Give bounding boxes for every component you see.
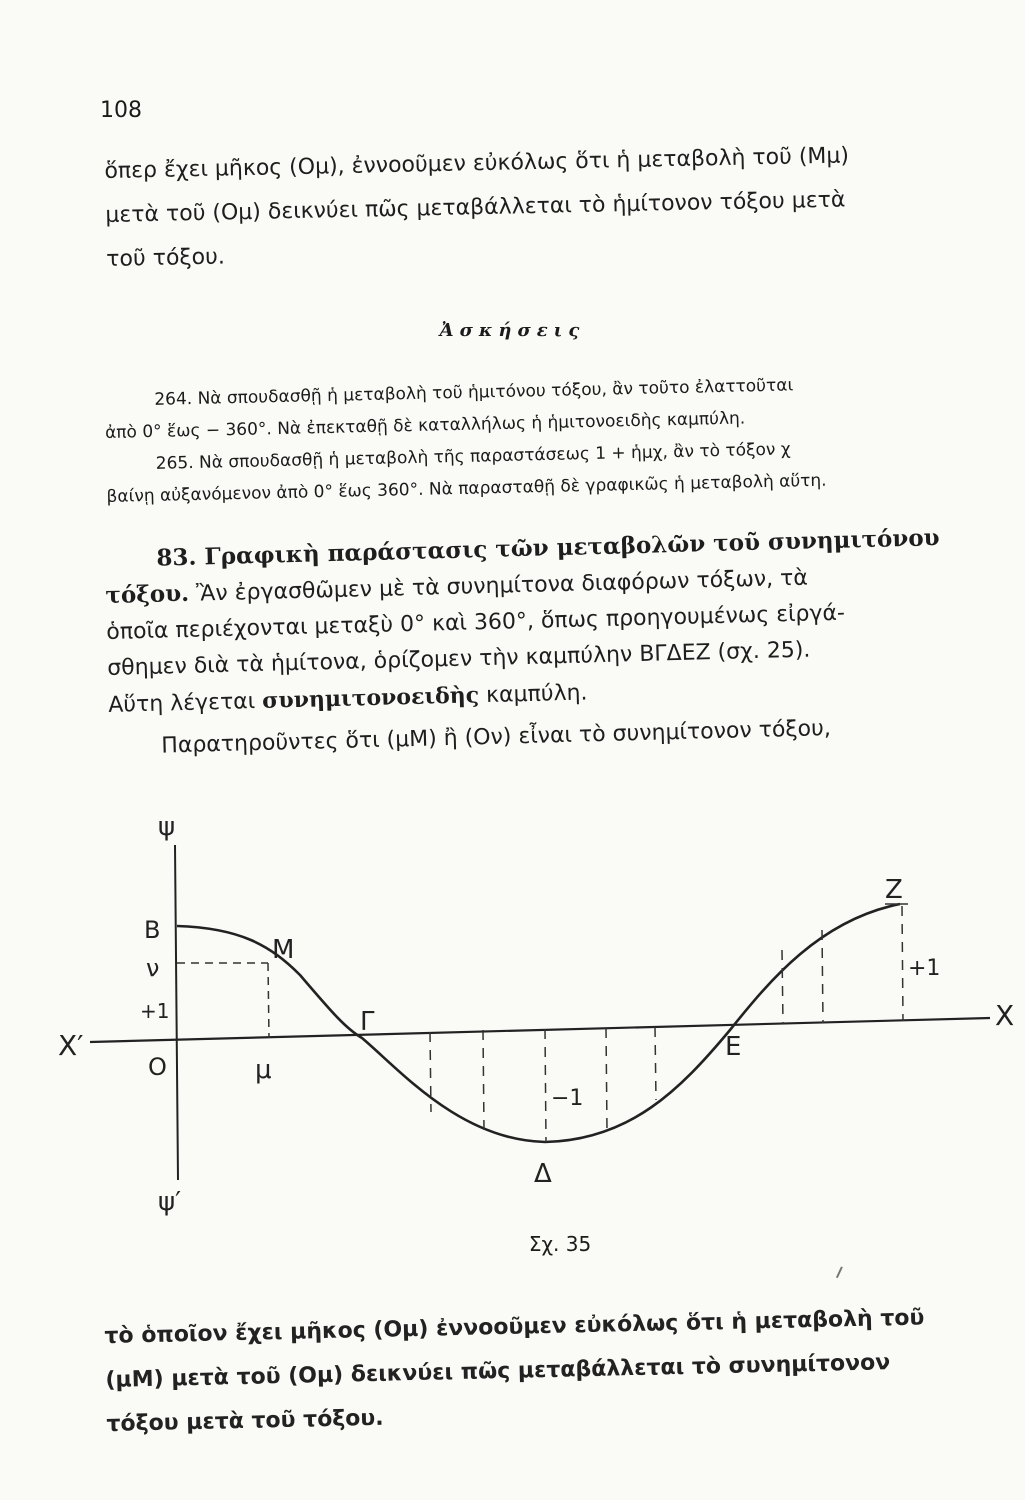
exercise-265-line-2: βαίνῃ αὐξανόμενον ἀπὸ 0° ἕως 360°. Νὰ παρασταθῇ δὲ γραφικῶς ἡ μεταβολὴ αὕτη. (106, 470, 827, 507)
mu-projection-line (268, 963, 269, 1038)
label-plus-one-left: +1 (140, 999, 170, 1023)
label-psi: ψ (158, 812, 176, 842)
label-b: B (144, 916, 161, 944)
intro-line-1: ὅπερ ἔχει μῆκος (Ομ), ἐννοοῦμεν εὐκόλως ὅτι ἡ μεταβολὴ τοῦ (Μμ) (104, 143, 850, 184)
label-plus-one-right: +1 (908, 956, 941, 981)
x-axis (90, 1018, 990, 1042)
label-gamma: Γ (360, 1007, 375, 1037)
ordinate-delta (545, 1029, 546, 1142)
ordinate-3 (606, 1028, 607, 1130)
label-delta: Δ (534, 1159, 552, 1189)
closing-paragraph (104, 1296, 957, 1447)
ordinate-4 (655, 1027, 656, 1100)
label-m: M (272, 935, 295, 965)
closing-line-1: τὸ ὁποῖον ἔχει μῆκος (Ομ) ἐννοοῦμεν εὐκόλως ὅτι ἡ μεταβολὴ τοῦ (104, 1305, 925, 1349)
exercises-list (104, 366, 957, 513)
intro-line-2: μετὰ τοῦ (Ομ) δεικνύει πῶς μεταβάλλεται τὸ ἡμίτονον τόξου μετὰ (105, 187, 846, 228)
exercise-265-line-1: 265. Νὰ σπουδασθῇ ἡ μεταβολὴ τῆς παραστάσεως 1 + ἡμχ, ἂν τὸ τόξον χ (155, 439, 791, 474)
label-x: X (995, 999, 1015, 1032)
cosine-diagram (40, 780, 1025, 1220)
label-origin: O (148, 1053, 167, 1081)
label-e: E (725, 1032, 742, 1062)
label-minus-one: −1 (551, 1086, 584, 1111)
exercise-264-line-2: ἀπὸ 0° ἕως − 360°. Νὰ ἐπεκταθῇ δὲ καταλλήλως ἡ ἡμιτονοειδὴς καμπύλη. (104, 408, 746, 443)
label-x-prime: X′ (58, 1029, 84, 1062)
section-heading-line-1: 83. Γραφικὴ παράστασις τῶν μεταβολῶν τοῦ συνημιτόνου (156, 524, 940, 572)
section-line-3: ὁποῖα περιέχονται μεταξὺ 0° καὶ 360°, ὅπως προηγουμένως εἰργά- (106, 600, 846, 645)
closing-line-3: τόξου μετὰ τοῦ τόξου. (106, 1405, 384, 1437)
y-axis (175, 845, 178, 1180)
ink-mark (836, 1266, 850, 1281)
ordinate-1 (430, 1032, 431, 1112)
label-z: Z (885, 875, 903, 905)
section-line-4: σθημεν διὰ τὰ ἡμίτονα, ὁρίζομεν τὴν καμπύλην ΒΓΔΕΖ (σχ. 25). (106, 637, 811, 681)
label-psi-prime: ψ′ (158, 1187, 182, 1217)
section-83 (104, 520, 960, 766)
section-line-6: Παρατηροῦντες ὅτι (μΜ) ἢ (Ον) εἶναι τὸ συνημίτονον τόξου, (161, 716, 832, 759)
page-number: 108 (100, 98, 142, 123)
label-mu: μ (255, 1055, 272, 1085)
section-line-2-text: Ἂν ἐργασθῶμεν μὲ τὰ συνημίτονα διαφόρων τόξων, τὰ (188, 565, 809, 607)
exercise-264-line-1: 264. Νὰ σπουδασθῇ ἡ μεταβολὴ τοῦ ἡμιτόνου τόξου, ἂν τοῦτο ἐλαττοῦται (154, 375, 794, 410)
exercises-heading: Ἀσκήσεις (439, 320, 586, 341)
section-term: συνημιτονοειδὴς (261, 682, 480, 714)
ordinate-6 (822, 930, 823, 1023)
ordinate-5 (782, 950, 783, 1024)
label-nu: ν (146, 954, 160, 982)
intro-paragraph (104, 132, 957, 282)
ordinate-z (902, 906, 903, 1021)
section-line-5-suffix: καμπύλη. (478, 680, 588, 709)
ordinate-2 (483, 1030, 484, 1130)
closing-line-2: (μΜ) μετὰ τοῦ (Ομ) δεικνύει πῶς μεταβάλλεται τὸ συνημίτονον (105, 1350, 891, 1393)
cosine-figure (40, 780, 1025, 1220)
section-heading-end: τόξου. (105, 579, 190, 609)
section-line-5-prefix: Αὕτη λέγεται (107, 688, 263, 718)
intro-line-3: τοῦ τόξου. (106, 244, 226, 272)
figure-caption: Σχ. 35 (528, 1232, 592, 1256)
